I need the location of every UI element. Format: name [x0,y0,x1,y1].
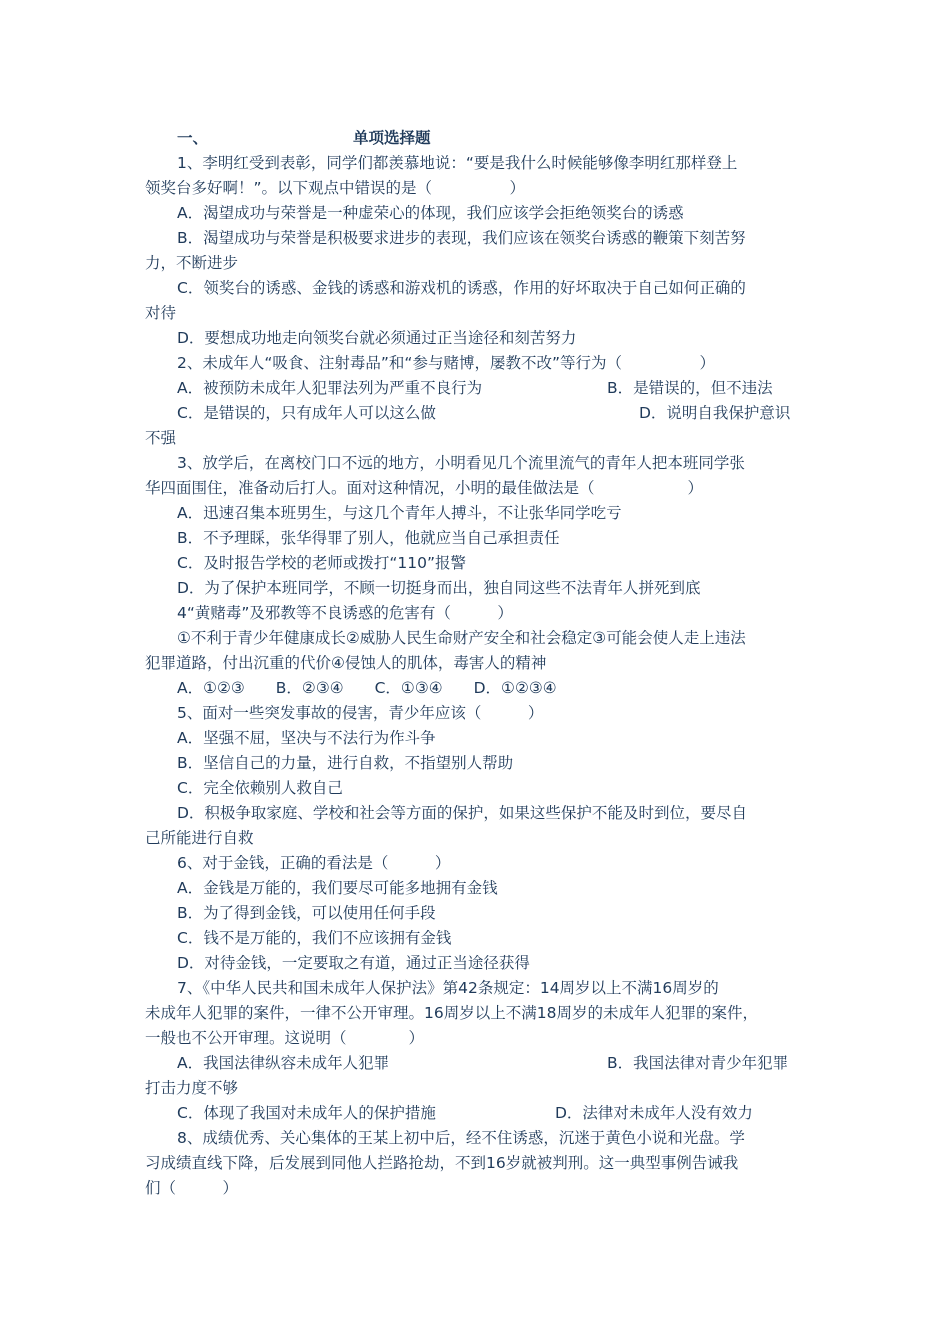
question-1-option-c: C．领奖台的诱惑、金钱的诱惑和游戏机的诱惑，作用的好坏取决于自己如何正确的 [177,279,746,297]
question-1-option-b-cont: 力，不断进步 [145,254,239,272]
question-6-option-c: C．钱不是万能的，我们不应该拥有金钱 [177,929,452,947]
question-2-option-b: B．是错误的，但不违法 [607,379,773,397]
question-4-body: ①不利于青少年健康成长②威胁人民生命财产安全和社会稳定③可能会使人走上违法 [177,629,746,647]
question-4-body: 犯罪道路，付出沉重的代价④侵蚀人的肌体，毒害人的精神 [145,654,547,672]
question-3-option-a: A．迅速召集本班男生，与这几个青年人搏斗，不让张华同学吃亏 [177,504,622,522]
document-content [145,126,810,1201]
question-4-options: A．①②③ B．②③④ C．①③④ D．①②③④ [177,679,557,697]
question-5-option-c: C．完全依赖别人救自己 [177,779,343,797]
question-7-option-b-cont: 打击力度不够 [145,1079,239,1097]
question-7-option-a: A．我国法律纵容未成年人犯罪 [177,1054,390,1072]
question-2-option-d: D．说明自我保护意识 [639,404,791,422]
question-5-line: 5、面对一些突发事故的侵害，青少年应该（ ） [177,704,544,722]
question-1-line: 1、李明红受到表彰，同学们都羡慕地说：“要是我什么时候能够像李明红那样登上 [177,154,738,172]
section-title: 单项选择题 [353,129,431,147]
question-6-option-b: B．为了得到金钱，可以使用任何手段 [177,904,436,922]
question-4-line: 4“黄赌毒”及邪教等不良诱惑的危害有（ ） [177,604,513,622]
question-8-line: 习成绩直线下降，后发展到同他人拦路抢劫，不到16岁就被判刑。这一典型事例告诫我 [145,1154,739,1172]
question-5-option-d-cont: 己所能进行自救 [145,829,254,847]
question-6-option-d: D．对待金钱，一定要取之有道，通过正当途径获得 [177,954,530,972]
question-5-option-a: A．坚强不屈，坚决与不法行为作斗争 [177,729,436,747]
question-8-line: 们（ ） [145,1179,239,1197]
question-6-line: 6、对于金钱，正确的看法是（ ） [177,854,451,872]
question-3-option-d: D．为了保护本班同学，不顾一切挺身而出，独自同这些不法青年人拼死到底 [177,579,701,597]
question-1-line: 领奖台多好啊！”。以下观点中错误的是（ ） [145,179,526,197]
section-number: 一、 [177,129,209,147]
question-3-line: 华四面围住，准备动后打人。面对这种情况，小明的最佳做法是（ ） [145,479,704,497]
question-6-option-a: A．金钱是万能的，我们要尽可能多地拥有金钱 [177,879,498,897]
question-5-option-b: B．坚信自己的力量，进行自救，不指望别人帮助 [177,754,514,772]
question-1-option-c-cont: 对待 [145,304,177,322]
question-5-option-d: D．积极争取家庭、学校和社会等方面的保护，如果这些保护不能及时到位，要尽自 [177,804,747,822]
question-1-option-a: A．渴望成功与荣誉是一种虚荣心的体现，我们应该学会拒绝领奖台的诱惑 [177,204,684,222]
question-2-line: 2、未成年人“吸食、注射毒品”和“参与赌博，屡教不改”等行为（ ） [177,354,715,372]
question-2-option-a: A．被预防未成年人犯罪法列为严重不良行为 [177,379,483,397]
question-7-option-row [145,1051,810,1076]
question-7-line: 7、《中华人民共和国未成年人保护法》第42条规定：14周岁以上不满16周岁的 [177,979,719,997]
question-7-option-b: B．我国法律对青少年犯罪 [607,1054,789,1072]
question-7-line: 未成年人犯罪的案件，一律不公开审理。16周岁以上不满18周岁的未成年人犯罪的案件， [145,1004,758,1022]
question-7-option-row [145,1101,810,1126]
question-1-option-b: B．渴望成功与荣誉是积极要求进步的表现，我们应该在领奖台诱惑的鞭策下刻苦努 [177,229,746,247]
question-2-option-row [145,401,810,426]
question-7-option-d: D．法律对未成年人没有效力 [555,1104,753,1122]
question-7-line: 一般也不公开审理。这说明（ ） [145,1029,425,1047]
question-3-option-b: B．不予理睬，张华得罪了别人，他就应当自己承担责任 [177,529,560,547]
question-7-option-c: C．体现了我国对未成年人的保护措施 [177,1104,436,1122]
question-3-option-c: C．及时报告学校的老师或拨打“110”报警 [177,554,466,572]
question-2-option-c: C．是错误的，只有成年人可以这么做 [177,404,436,422]
question-2-option-row [145,376,810,401]
question-1-option-d: D．要想成功地走向领奖台就必须通过正当途径和刻苦努力 [177,329,577,347]
section-heading [145,126,810,151]
question-8-line: 8、成绩优秀、关心集体的王某上初中后，经不住诱惑，沉迷于黄色小说和光盘。学 [177,1129,745,1147]
question-3-line: 3、放学后，在离校门口不远的地方，小明看见几个流里流气的青年人把本班同学张 [177,454,745,472]
question-2-option-d-cont: 不强 [145,429,177,447]
